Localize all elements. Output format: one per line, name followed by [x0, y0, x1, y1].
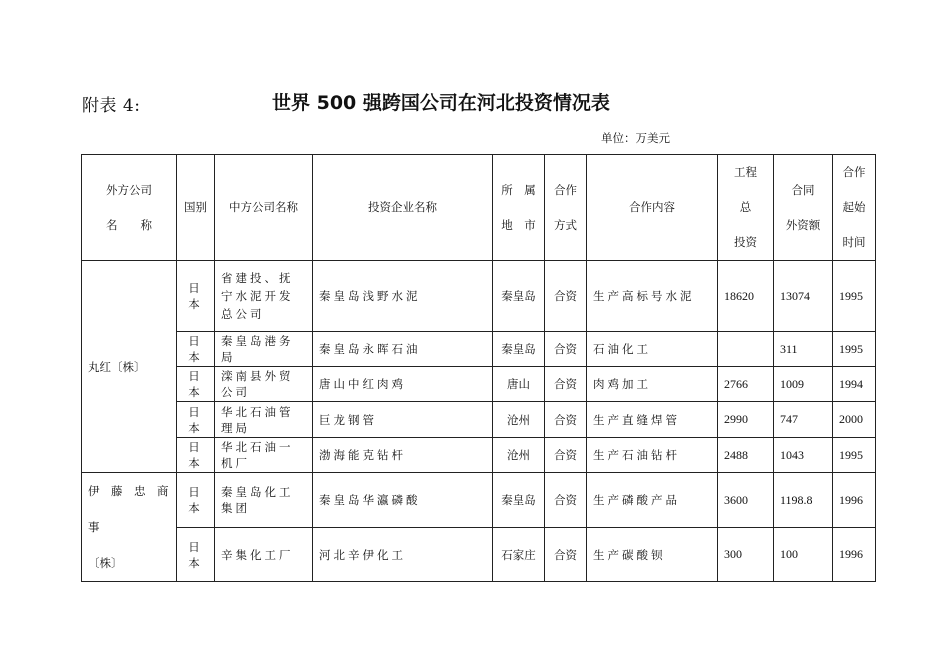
- project-total-cell: 18620: [718, 261, 774, 332]
- location-cell: 唐山: [493, 367, 545, 402]
- content-cell: 生产磷酸产品: [587, 473, 718, 528]
- mode-cell: 合资: [545, 438, 587, 473]
- table-row: [82, 438, 876, 473]
- header-enterprise: 投资企业名称: [313, 155, 493, 261]
- foreign-company-cell: 丸红〔株〕: [82, 261, 177, 473]
- enterprise-cell: 秦皇岛浅野水泥: [313, 261, 493, 332]
- table-row: [82, 473, 876, 528]
- project-total-cell: 2990: [718, 402, 774, 438]
- project-total-cell: 2488: [718, 438, 774, 473]
- investment-table: [81, 154, 876, 582]
- start-year-cell: 1995: [833, 261, 876, 332]
- cn-company-cell: 省建投、抚宁水泥开发总公司: [215, 261, 313, 332]
- content-cell: 肉鸡加工: [587, 367, 718, 402]
- table-row: [82, 367, 876, 402]
- header-foreign-company: 外方公司 名 称: [82, 155, 177, 261]
- contract-foreign-cell: 1198.8: [774, 473, 833, 528]
- enterprise-cell: 秦皇岛永晖石油: [313, 332, 493, 367]
- mode-cell: 合资: [545, 261, 587, 332]
- cn-company-cell: 秦皇岛化工集团: [215, 473, 313, 528]
- country-cell: 日本: [177, 261, 215, 332]
- header-cn-company: 中方公司名称: [215, 155, 313, 261]
- contract-foreign-cell: 1009: [774, 367, 833, 402]
- content-cell: 石油化工: [587, 332, 718, 367]
- cn-company-cell: 滦南县外贸公司: [215, 367, 313, 402]
- enterprise-cell: 唐山中红肉鸡: [313, 367, 493, 402]
- table-title: 世界 500 强跨国公司在河北投资情况表: [272, 92, 610, 114]
- start-year-cell: 1996: [833, 473, 876, 528]
- contract-foreign-cell: 311: [774, 332, 833, 367]
- content-cell: 生产石油钻杆: [587, 438, 718, 473]
- mode-cell: 合资: [545, 528, 587, 582]
- start-year-cell: 1996: [833, 528, 876, 582]
- header-content: 合作内容: [587, 155, 718, 261]
- country-cell: 日本: [177, 528, 215, 582]
- project-total-cell: 3600: [718, 473, 774, 528]
- header-project-total: 工程 总 投资: [718, 155, 774, 261]
- country-cell: 日本: [177, 367, 215, 402]
- content-cell: 生产直缝焊管: [587, 402, 718, 438]
- contract-foreign-cell: 747: [774, 402, 833, 438]
- header-mode: 合作 方式: [545, 155, 587, 261]
- mode-cell: 合资: [545, 332, 587, 367]
- location-cell: 沧州: [493, 438, 545, 473]
- enterprise-cell: 河北辛伊化工: [313, 528, 493, 582]
- cn-company-cell: 秦皇岛港务局: [215, 332, 313, 367]
- country-cell: 日本: [177, 473, 215, 528]
- start-year-cell: 1995: [833, 438, 876, 473]
- start-year-cell: 1994: [833, 367, 876, 402]
- country-cell: 日本: [177, 402, 215, 438]
- location-cell: 石家庄: [493, 528, 545, 582]
- mode-cell: 合资: [545, 367, 587, 402]
- header-row: [82, 155, 876, 261]
- appendix-label: 附表 4:: [82, 96, 141, 116]
- contract-foreign-cell: 100: [774, 528, 833, 582]
- content-cell: 生产高标号水泥: [587, 261, 718, 332]
- unit-label: 单位：万美元: [601, 131, 670, 145]
- project-total-cell: [718, 332, 774, 367]
- project-total-cell: 300: [718, 528, 774, 582]
- cn-company-cell: 华北石油一机厂: [215, 438, 313, 473]
- project-total-cell: 2766: [718, 367, 774, 402]
- mode-cell: 合资: [545, 473, 587, 528]
- table-row: [82, 261, 876, 332]
- start-year-cell: 2000: [833, 402, 876, 438]
- location-cell: 秦皇岛: [493, 473, 545, 528]
- header-start-year: 合作 起始 时间: [833, 155, 876, 261]
- table-row: [82, 332, 876, 367]
- enterprise-cell: 秦皇岛华瀛磷酸: [313, 473, 493, 528]
- content-cell: 生产碳酸钡: [587, 528, 718, 582]
- country-cell: 日本: [177, 332, 215, 367]
- location-cell: 秦皇岛: [493, 261, 545, 332]
- foreign-company-cell: 伊 藤 忠 商 事 〔株〕: [82, 473, 177, 582]
- table-row: [82, 402, 876, 438]
- cn-company-cell: 华北石油管理局: [215, 402, 313, 438]
- enterprise-cell: 巨龙钢管: [313, 402, 493, 438]
- start-year-cell: 1995: [833, 332, 876, 367]
- table-row: [82, 528, 876, 582]
- mode-cell: 合资: [545, 402, 587, 438]
- cn-company-cell: 辛集化工厂: [215, 528, 313, 582]
- contract-foreign-cell: 13074: [774, 261, 833, 332]
- header-location: 所 属 地 市: [493, 155, 545, 261]
- enterprise-cell: 渤海能克钻杆: [313, 438, 493, 473]
- header-country: 国别: [177, 155, 215, 261]
- header-contract-foreign: 合同 外资额: [774, 155, 833, 261]
- location-cell: 沧州: [493, 402, 545, 438]
- location-cell: 秦皇岛: [493, 332, 545, 367]
- country-cell: 日本: [177, 438, 215, 473]
- contract-foreign-cell: 1043: [774, 438, 833, 473]
